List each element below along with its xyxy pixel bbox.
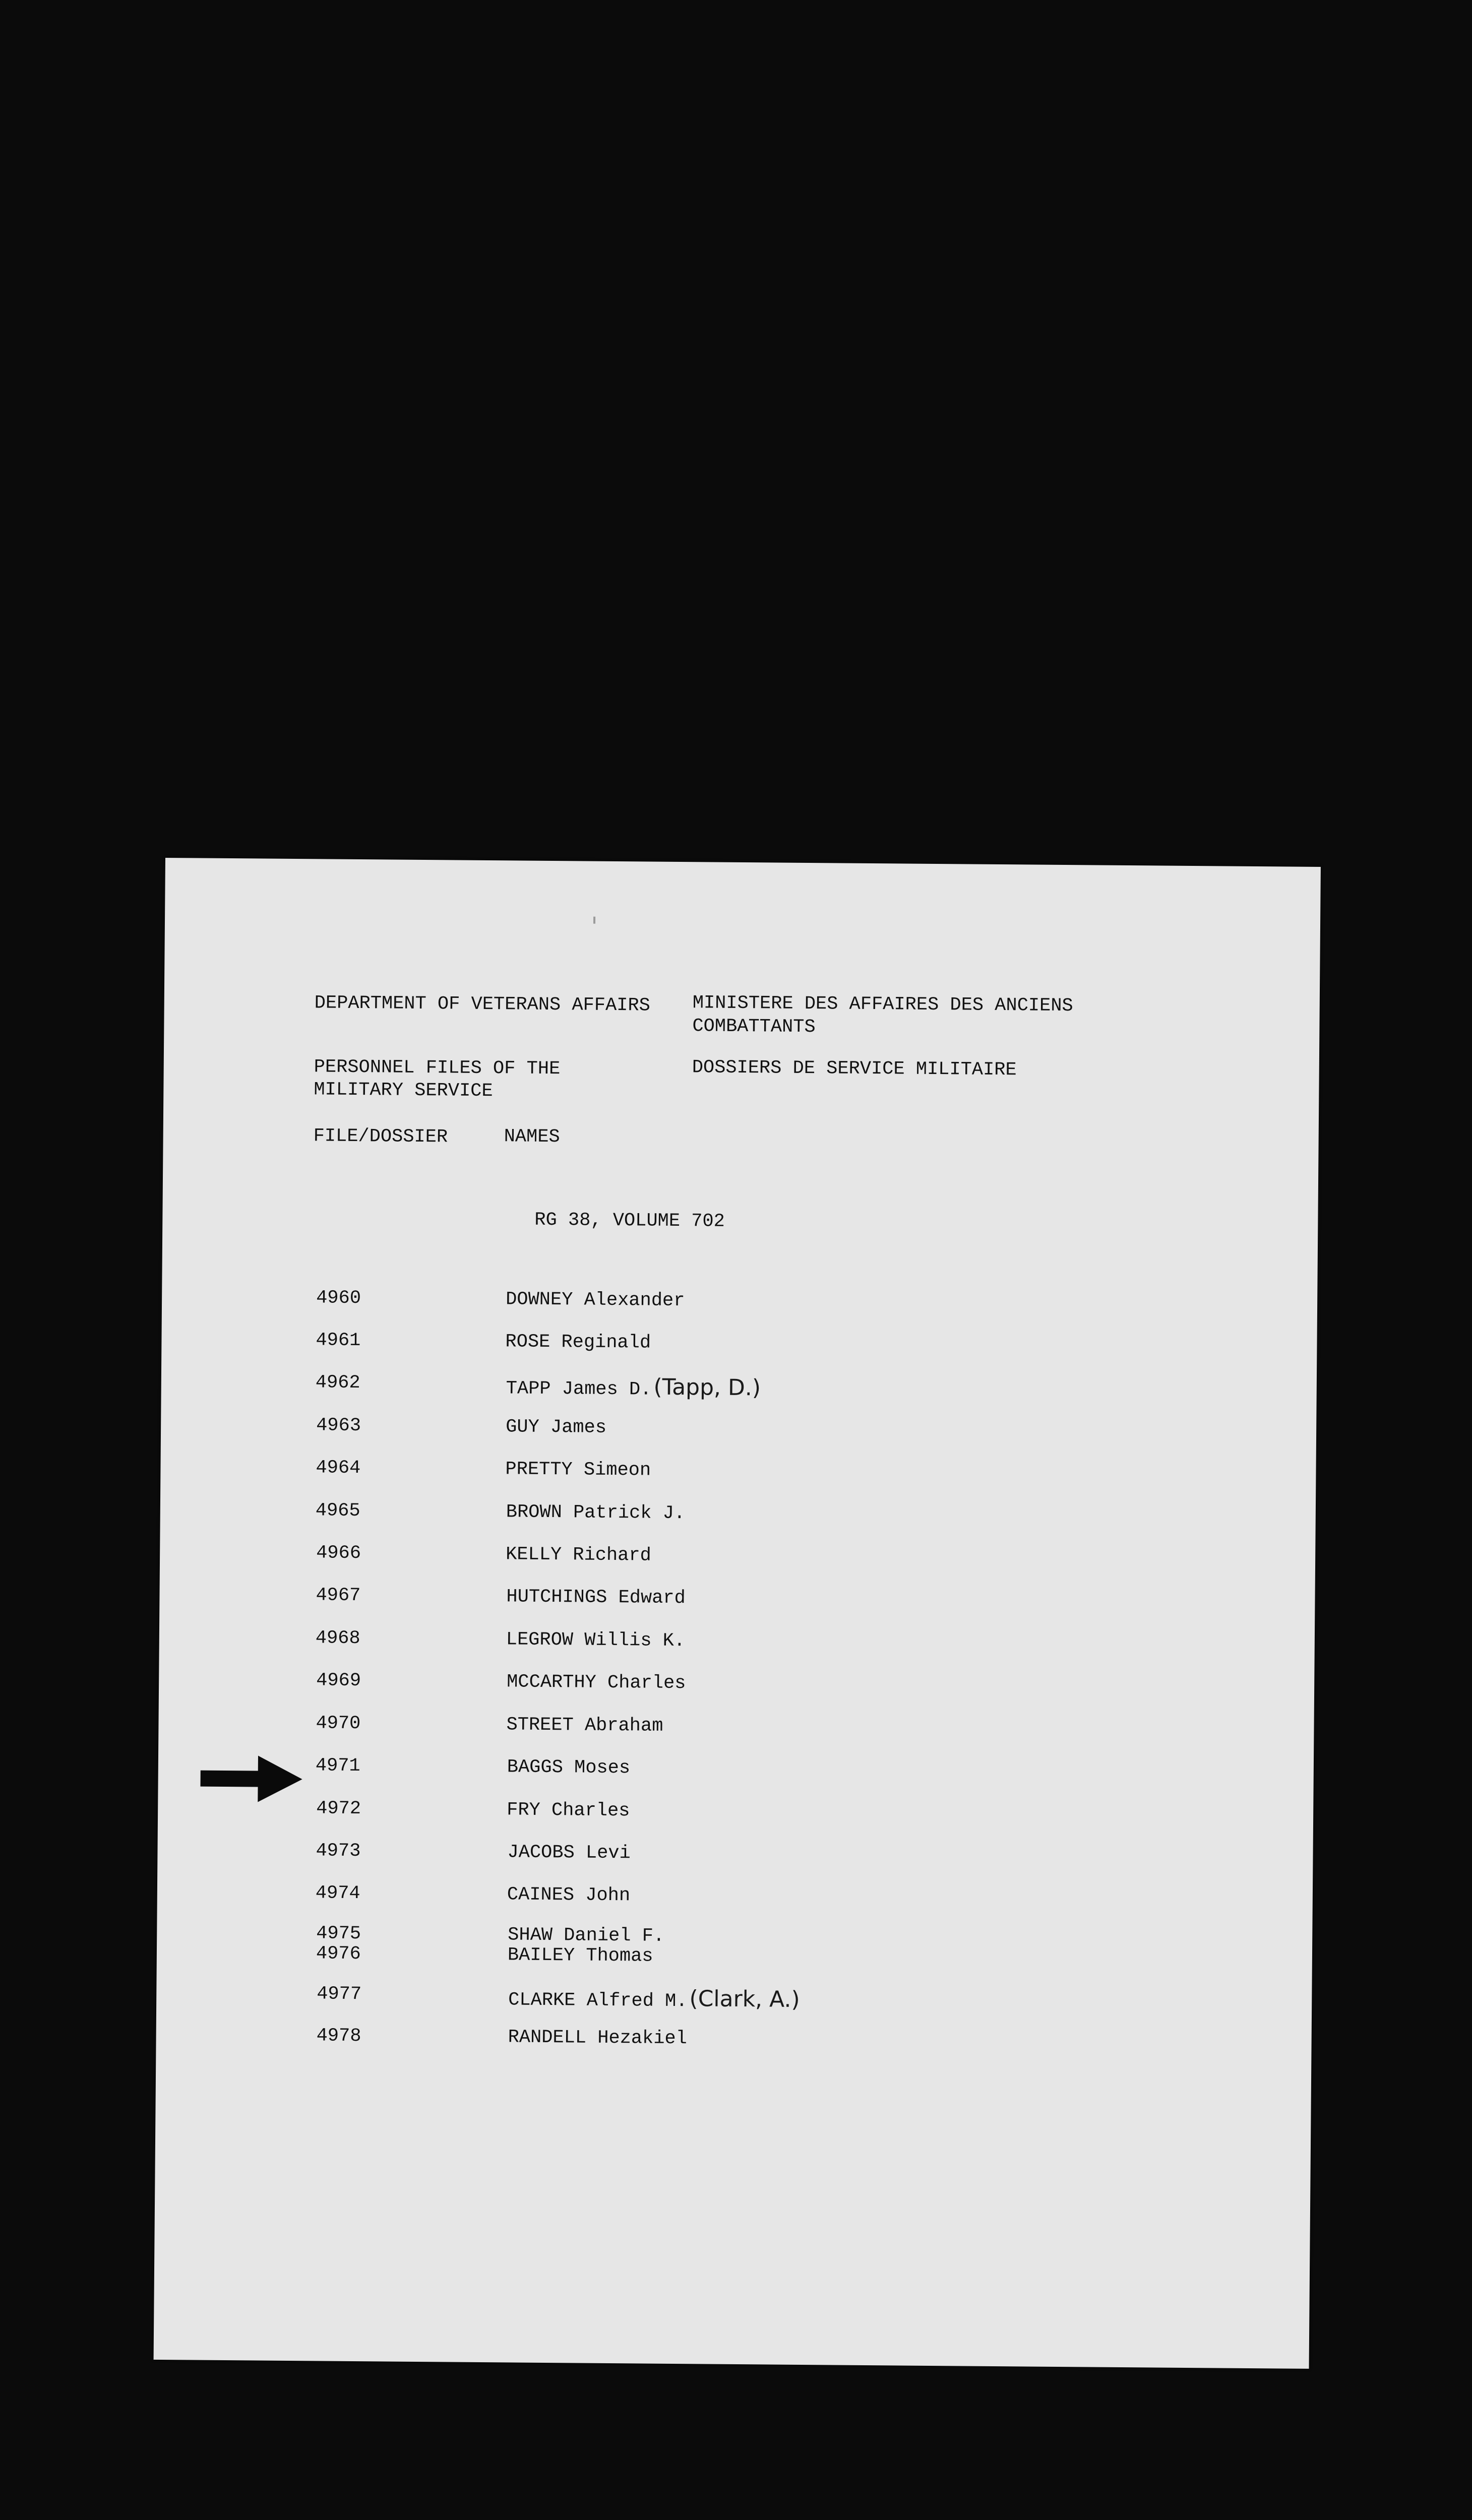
header-department-en: DEPARTMENT OF VETERANS AFFAIRS <box>314 992 650 1017</box>
person-name-text: HUTCHINGS Edward <box>506 1586 686 1609</box>
person-name <box>507 1801 630 1820</box>
file-number: 4975 <box>316 1923 361 1945</box>
person-name <box>506 1375 761 1400</box>
person-name <box>505 1333 651 1352</box>
person-name <box>506 1630 686 1651</box>
person-name-text: TAPP James D. <box>506 1378 652 1401</box>
person-name-text: PRETTY Simeon <box>505 1459 651 1481</box>
file-number: 4977 <box>317 1983 362 2005</box>
person-name-text: CAINES John <box>507 1884 631 1907</box>
person-name-text: JACOBS Levi <box>507 1842 631 1864</box>
volume-title: RG 38, VOLUME 702 <box>534 1209 725 1232</box>
person-name-text: BROWN Patrick J. <box>506 1501 686 1525</box>
header-personnel-files: PERSONNEL FILES OF THE <box>314 1056 561 1080</box>
file-number: 4962 <box>315 1372 360 1394</box>
person-name-text: DOWNEY Alexander <box>505 1289 685 1312</box>
file-number: 4964 <box>316 1457 361 1479</box>
person-name-text: FRY Charles <box>507 1799 630 1822</box>
file-number: 4976 <box>316 1943 361 1965</box>
person-name <box>507 1885 631 1905</box>
column-file-label: FILE/DOSSIER <box>313 1125 448 1148</box>
document-page <box>154 858 1321 2369</box>
file-number: 4973 <box>316 1840 361 1862</box>
person-name-text: BAGGS Moses <box>507 1756 631 1779</box>
person-name-text: ROSE Reginald <box>505 1331 651 1354</box>
person-name <box>507 1758 631 1778</box>
person-name <box>508 2028 687 2048</box>
person-name <box>508 1946 653 1966</box>
person-name-text: BAILEY Thomas <box>507 1944 653 1967</box>
person-name <box>507 1673 686 1693</box>
person-name <box>507 1843 631 1863</box>
person-name-text: LEGROW Willis K. <box>506 1629 686 1652</box>
file-number: 4966 <box>316 1542 361 1564</box>
column-names-label: NAMES <box>504 1126 560 1148</box>
pointer-arrow-icon <box>198 1753 304 1805</box>
person-name <box>506 1716 663 1735</box>
person-name <box>506 1418 606 1437</box>
file-number: 4961 <box>316 1330 361 1352</box>
person-name-text: MCCARTHY Charles <box>507 1671 686 1694</box>
file-number: 4970 <box>316 1713 361 1735</box>
file-number: 4971 <box>315 1755 360 1777</box>
file-number: 4978 <box>316 2025 361 2047</box>
person-name <box>506 1545 651 1565</box>
file-number: 4968 <box>315 1627 360 1650</box>
file-number: 4965 <box>315 1500 360 1522</box>
header-department-fr: MINISTERE DES AFFAIRES DES ANCIENS <box>692 992 1073 1017</box>
file-number: 4974 <box>315 1882 360 1905</box>
person-name <box>505 1460 651 1480</box>
person-name-text: CLARKE Alfred M. <box>508 1989 688 2012</box>
person-name-text: GUY James <box>505 1416 607 1438</box>
handwritten-note: (Clark, A.) <box>689 1986 800 2012</box>
person-name <box>506 1588 686 1608</box>
person-name-text: STREET Abraham <box>506 1714 663 1737</box>
file-number: 4960 <box>316 1287 361 1309</box>
person-name-text: RANDELL Hezakiel <box>508 2027 688 2050</box>
person-name <box>508 1986 800 2012</box>
file-number: 4963 <box>316 1415 361 1437</box>
header-military-service: MILITARY SERVICE <box>314 1079 493 1102</box>
file-number: 4969 <box>316 1670 361 1692</box>
person-name <box>506 1290 685 1310</box>
file-number: 4967 <box>316 1585 361 1607</box>
person-name <box>506 1503 686 1523</box>
person-name <box>508 1926 664 1945</box>
paper-speck <box>593 917 595 924</box>
header-department-fr-cont: COMBATTANTS <box>692 1016 816 1038</box>
person-name-text: SHAW Daniel F. <box>508 1924 665 1947</box>
handwritten-note: (Tapp, D.) <box>653 1374 761 1401</box>
file-number: 4972 <box>316 1798 361 1820</box>
person-name-text: KELLY Richard <box>505 1544 651 1566</box>
header-dossiers: DOSSIERS DE SERVICE MILITAIRE <box>692 1057 1017 1081</box>
